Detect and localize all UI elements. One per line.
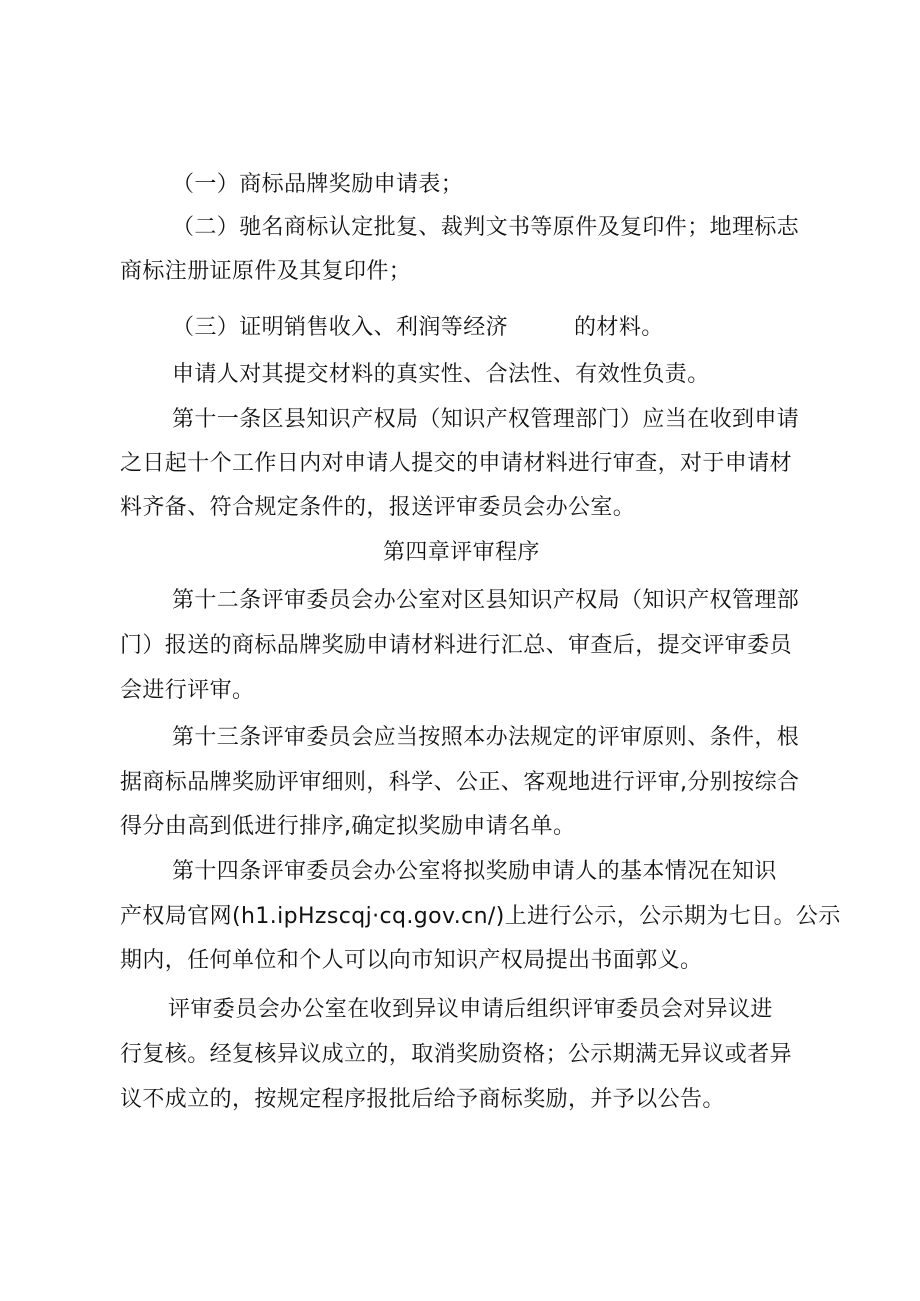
list-item-3 xyxy=(172,313,664,343)
article-12-line-2: 门）报送的商标品牌奖励申请材料进行汇总、审查后，提交评审委员 xyxy=(120,633,793,658)
article-13-line-1: 第十三条评审委员会应当按照本办法规定的评审原则、条件，根 xyxy=(172,725,800,750)
article-11-line-1: 第十一条区县知识产权局（知识产权管理部门）应当在收到申请 xyxy=(172,407,800,432)
list-item-3-part-1: （三）证明销售收入、利润等经济 xyxy=(172,315,509,340)
list-item-3-part-2: 的材料。 xyxy=(574,315,664,340)
objection-line-1: 评审委员会办公室在收到异议申请后组织评审委员会对异议进 xyxy=(168,997,773,1022)
article-14-line-1: 第十四条评审委员会办公室将拟奖励申请人的基本情况在知识 xyxy=(172,859,777,884)
article-11-line-3: 料齐备、符合规定条件的，报送评审委员会办公室。 xyxy=(120,495,636,520)
list-item-2-line-2: 商标注册证原件及其复印件； xyxy=(120,259,412,284)
article-12-line-1: 第十二条评审委员会办公室对区县知识产权局（知识产权管理部 xyxy=(172,588,800,613)
article-12-line-3: 会进行评审。 xyxy=(120,678,255,703)
article-14-line-3: 期内，任何单位和个人可以向市知识产权局提出书面郭义。 xyxy=(120,948,703,973)
article-13-line-2: 据商标品牌奖励评审细则，科学、公正、客观地进行评审,分别按综合 xyxy=(120,770,800,795)
article-13-line-3: 得分由高到低进行排序,确定拟奖励申请名单。 xyxy=(120,814,576,839)
chapter-4-title: 第四章评审程序 xyxy=(383,540,540,565)
objection-line-3: 议不成立的，按规定程序报批后给予商标奖励，并予以公告。 xyxy=(120,1087,725,1112)
list-item-2-line-1: （二）驰名商标认定批复、裁判文书等原件及复印件；地理标志 xyxy=(172,215,800,240)
responsibility-statement: 申请人对其提交材料的真实性、合法性、有效性负责。 xyxy=(172,362,710,387)
article-11-line-2: 之日起十个工作日内对申请人提交的申请材料进行审查，对于申请材 xyxy=(120,451,793,476)
list-item-1: （一）商标品牌奖励申请表； xyxy=(172,172,464,197)
article-14-line-2: 产权局官网(h1.ipHzscqj·cq.gov.cn/)上进行公示，公示期为七日。公示 xyxy=(120,904,841,929)
objection-line-2: 行复核。经复核异议成立的，取消奖励资格；公示期满无异议或者异 xyxy=(120,1042,793,1067)
